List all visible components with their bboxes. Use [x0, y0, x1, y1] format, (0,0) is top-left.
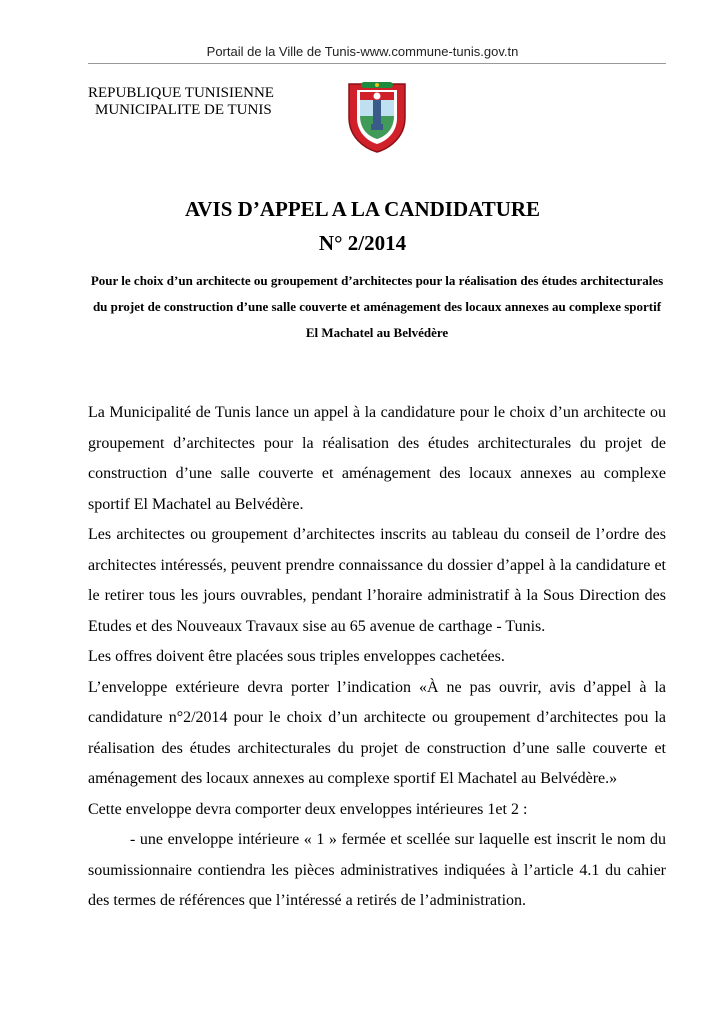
paragraph-eligibility: Les architectes ou groupement d’architectes inscrits au tableau du conseil de l’ordre des architectes intéressés, peuvent prendre connaissance du dossier d’appel à la candidature et le retirer tous les jours ouvrables, pendant l’horaire administratif à la Sous Direction des Etudes et des Nouveaux Travaux sise au 65 avenue de carthage - Tunis.	[88, 526, 666, 635]
paragraph-envelopes: Les offres doivent être placées sous triples enveloppes cachetées.	[88, 648, 505, 665]
document-number: N° 2/2014	[318, 231, 407, 255]
paragraph-outer-envelope: L’enveloppe extérieure devra porter l’indication «À ne pas ouvrir, avis d’appel à la candidature n°2/2014 pour le choix d’un architecte ou groupement d’architectes pou la réalisation des études architecturales du projet de construction d’une salle couverte et aménagement des locaux annexes au complexe sportif El Machatel au Belvédère.»	[88, 678, 666, 787]
org-line-republic: REPUBLIQUE TUNISIENNE	[88, 85, 274, 101]
paragraph-envelope-one: - une enveloppe intérieure « 1 » fermée et scellée sur laquelle est inscrit le nom du soumissionnaire contiendra les pièces administratives indiquées à l’article 4.1 du cahier des termes de références que l’intéressé a retirés de l’administration.	[88, 831, 666, 909]
document-title: AVIS D’APPEL A LA CANDIDATURE	[184, 197, 541, 221]
paragraph-inner-envelopes: Cette enveloppe devra comporter deux enveloppes intérieures 1et 2 :	[88, 800, 528, 818]
organization-block	[88, 85, 274, 119]
org-line-municipality: MUNICIPALITE DE TUNIS	[95, 102, 272, 118]
document-body	[88, 398, 666, 917]
header-divider	[88, 63, 666, 64]
page-header: Portail de la Ville de Tunis-www.commune-tunis.gov.tn	[206, 44, 519, 59]
tunis-coat-of-arms-icon	[345, 78, 409, 154]
document-subtitle: Pour le choix d’un architecte ou groupement d’architectes pour la réalisation des études architecturales du projet de construction d’une salle couverte et aménagement des locaux annexes au complexe sportif El Machatel au Belvédère	[90, 273, 664, 340]
paragraph-announcement: La Municipalité de Tunis lance un appel à la candidature pour le choix d’un architecte ou groupement d’architectes pour la réalisation des études architecturales du projet de construction d’une salle couverte et aménagement des locaux annexes au complexe sportif El Machatel au Belvédère.	[88, 404, 666, 513]
